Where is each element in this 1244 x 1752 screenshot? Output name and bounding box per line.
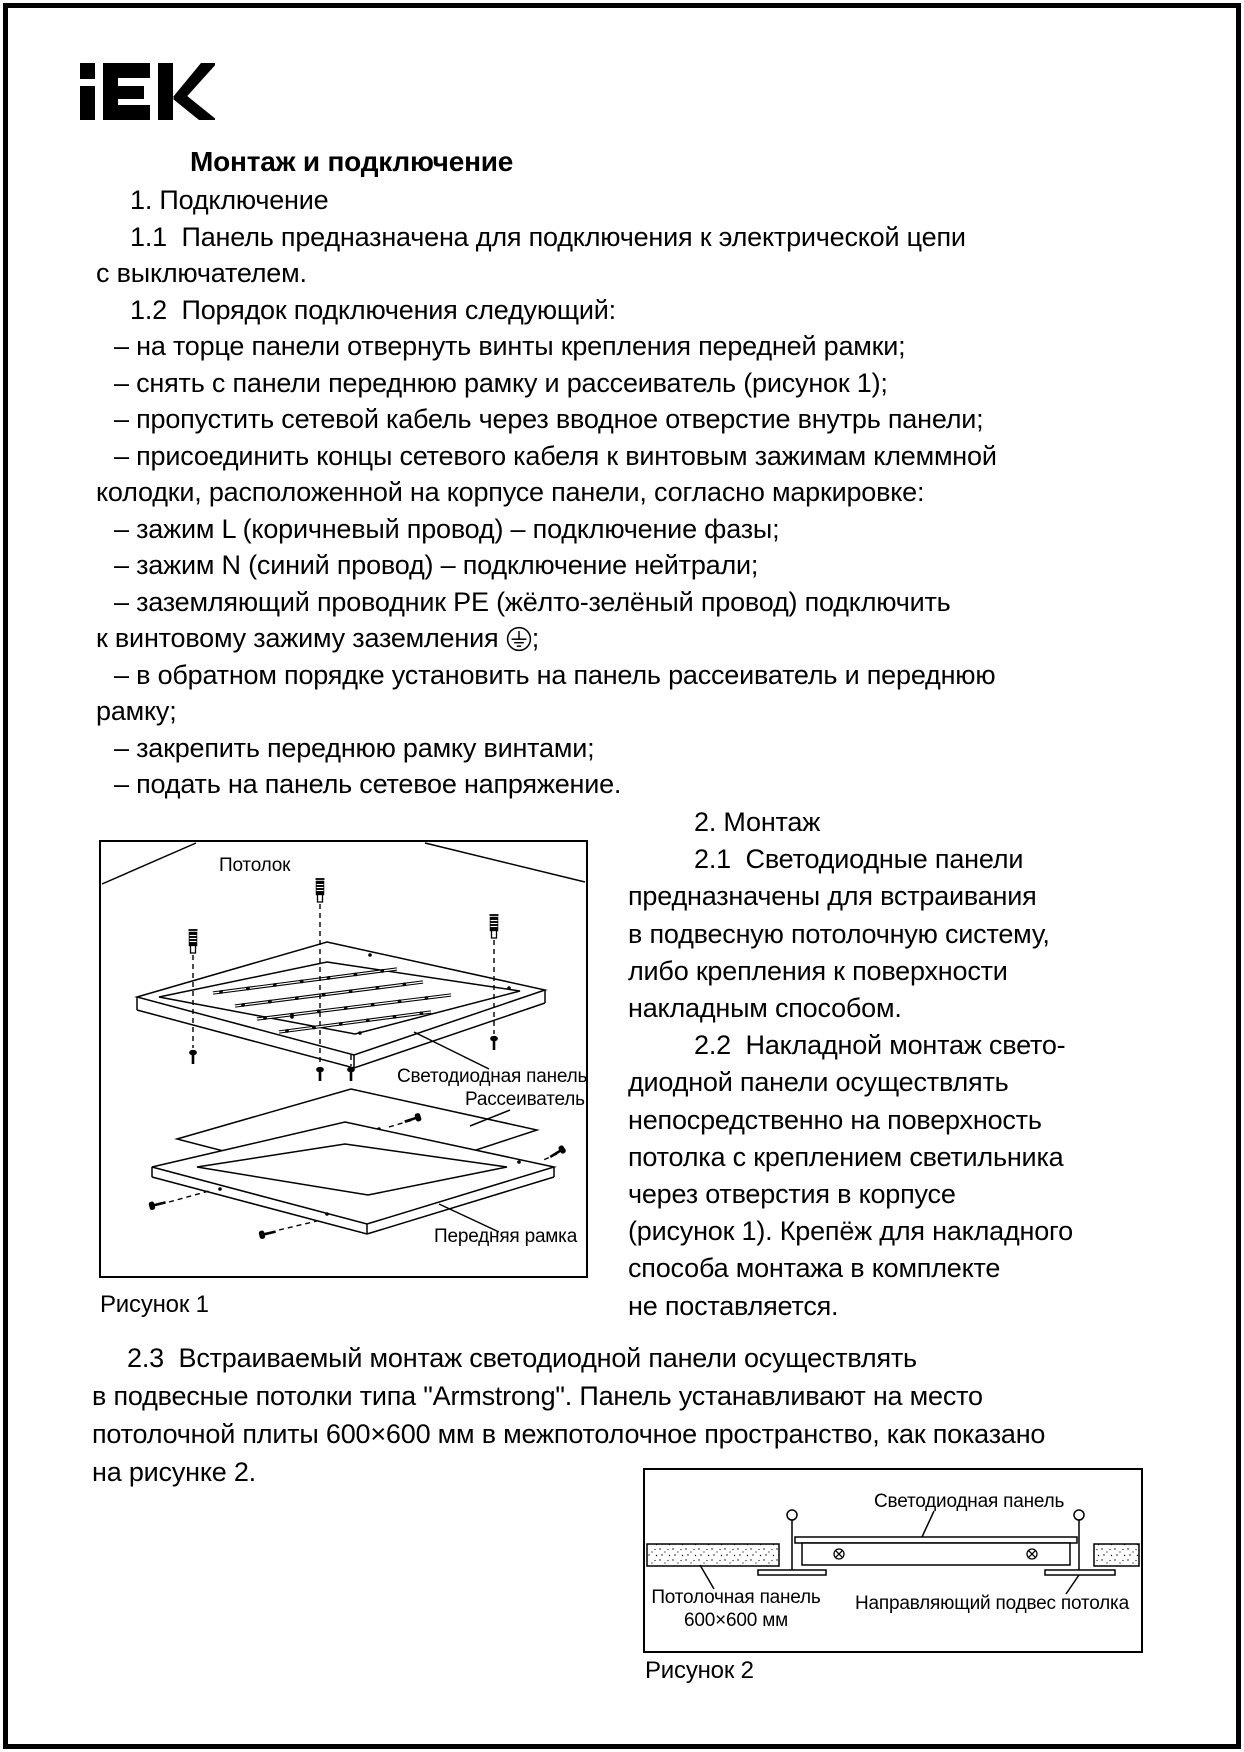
ceiling-line bbox=[425, 843, 585, 882]
screw-icon bbox=[259, 1228, 276, 1238]
figure1-label-panel: Светодиодная панель bbox=[397, 1066, 586, 1087]
figure2-label-tile-1: Потолочная панель bbox=[651, 1587, 821, 1608]
body-line: (рисунок 1). Крепёж для накладного bbox=[628, 1216, 1073, 1247]
body-line: 1.1 Панель предназначена для подключения к электрической цепи bbox=[130, 221, 966, 252]
body-line: предназначены для встраивания bbox=[628, 881, 1037, 912]
led-panel-section bbox=[795, 1537, 1077, 1565]
dowel-anchor-icon bbox=[490, 915, 499, 938]
body-line: с выключателем. bbox=[96, 258, 307, 288]
body-line: – на торце панели отвернуть винты крепления передней рамки; bbox=[114, 331, 906, 361]
figure2-box bbox=[643, 1468, 1143, 1653]
figure1-label-ceiling: Потолок bbox=[219, 855, 291, 876]
led-panel-outline bbox=[137, 942, 545, 1055]
body-line: – в обратном порядке установить на панель рассеиватель и переднюю bbox=[114, 659, 996, 690]
body-line: – пропустить сетевой кабель через вводное отверстие внутрь панели; bbox=[114, 404, 984, 434]
figure1-caption: Рисунок 1 bbox=[100, 1291, 209, 1318]
screw-icon bbox=[348, 1068, 354, 1081]
figure2-caption: Рисунок 2 bbox=[645, 1657, 754, 1684]
figure1-label-diffuser: Рассеиватель bbox=[465, 1089, 585, 1110]
page-title: Монтаж и подключение bbox=[190, 146, 514, 177]
body-line: не поставляется. bbox=[628, 1290, 839, 1321]
protective-earth-icon bbox=[506, 626, 532, 652]
body-line: рамку; bbox=[96, 696, 177, 726]
body-line-ground bbox=[96, 620, 1176, 657]
body-line: способа монтажа в комплекте bbox=[628, 1253, 1001, 1284]
connection-section bbox=[96, 182, 1176, 803]
body-line: – зажим N (синий провод) – подключение нейтрали; bbox=[114, 550, 759, 580]
body-line: – подать на панель сетевое напряжение. bbox=[114, 769, 622, 799]
ground-line-text: к винтовому зажиму заземления bbox=[96, 623, 506, 653]
body-line: – заземляющий проводник PE (жёлто-зелёный провод) подключить bbox=[114, 586, 951, 617]
body-line: либо крепления к поверхности bbox=[628, 955, 1008, 986]
screw-icon bbox=[190, 1051, 196, 1064]
ceiling-line bbox=[102, 843, 196, 884]
figure2-label-tile-2: 600×600 мм bbox=[684, 1610, 788, 1631]
body-line: 2.3 Встраиваемый монтаж светодиодной панели осуществлять bbox=[127, 1343, 917, 1373]
ceiling-tile bbox=[1094, 1544, 1139, 1566]
body-line: через отверстия в корпусе bbox=[628, 1179, 956, 1210]
figure1-label-frame: Передняя рамка bbox=[434, 1226, 578, 1247]
body-line: 2. Монтаж bbox=[694, 807, 821, 837]
body-line: – зажим L (коричневый провод) – подключение фазы; bbox=[114, 513, 780, 544]
body-line: колодки, расположенной на корпусе панели, согласно маркировке: bbox=[96, 477, 925, 507]
body-line: – снять с панели переднюю рамку и рассеиватель (рисунок 1); bbox=[114, 367, 888, 398]
body-line: потолка с креплением светильника bbox=[628, 1141, 1064, 1172]
iek-logo bbox=[78, 57, 215, 121]
dowel-anchor-icon bbox=[316, 879, 325, 902]
body-line: в подвесные потолки типа "Armstrong". Панель устанавливают на место bbox=[92, 1381, 983, 1411]
body-line: 1.2 Порядок подключения следующий: bbox=[130, 294, 616, 325]
body-line: 2.2 Накладной монтаж свето- bbox=[694, 1030, 1066, 1061]
figure1-drawing bbox=[101, 842, 586, 1276]
body-line: на рисунке 2. bbox=[92, 1457, 256, 1487]
screw-icon bbox=[317, 1068, 323, 1081]
figure1-box bbox=[99, 840, 588, 1278]
montage-section bbox=[628, 804, 1208, 1325]
screw-icon bbox=[548, 1146, 565, 1160]
ground-line-text: ; bbox=[531, 623, 540, 653]
body-line: непосредственно на поверхность bbox=[628, 1104, 1042, 1135]
screw-icon bbox=[149, 1199, 166, 1209]
ceiling-tile bbox=[647, 1544, 779, 1566]
figure2-drawing bbox=[645, 1470, 1141, 1651]
body-line: 1. Подключение bbox=[130, 185, 329, 215]
body-line: потолочной плиты 600×600 мм в межпотолочное пространство, как показано bbox=[92, 1419, 1046, 1449]
body-line: – закрепить переднюю рамку винтами; bbox=[114, 732, 595, 763]
screw-icon bbox=[404, 1113, 421, 1124]
figure2-label-rail: Направляющий подвес потолка bbox=[855, 1593, 1129, 1614]
screw-icon bbox=[491, 1037, 497, 1050]
body-line: накладным способом. bbox=[628, 993, 902, 1024]
body-line: в подвесную потолочную систему, bbox=[628, 918, 1050, 949]
body-line: диодной панели осуществлять bbox=[628, 1067, 1009, 1098]
dowel-anchor-icon bbox=[189, 930, 198, 953]
body-line: 2.1 Светодиодные панели bbox=[694, 844, 1024, 875]
figure2-label-panel: Светодиодная панель bbox=[874, 1491, 1065, 1512]
body-line: – присоединить концы сетевого кабеля к винтовым зажимам клеммной bbox=[114, 440, 997, 471]
